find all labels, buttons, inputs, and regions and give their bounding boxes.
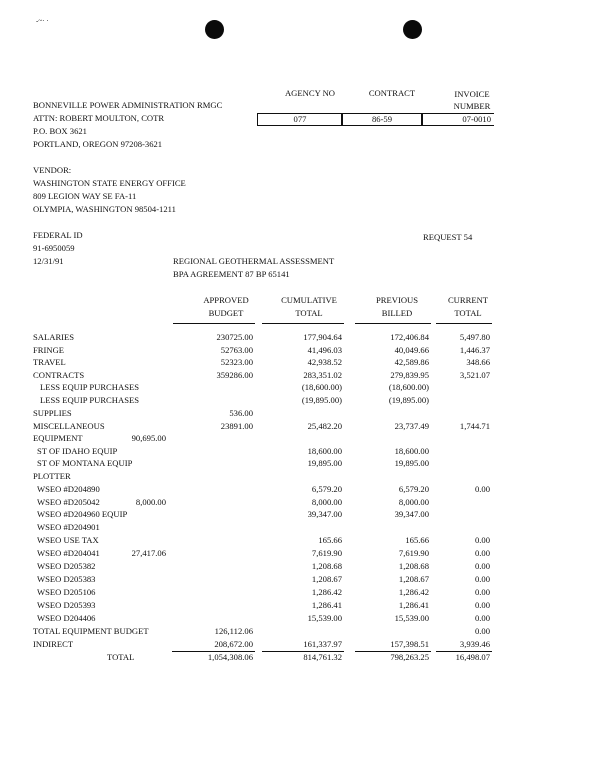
cell-cumulative: 1,286.41 — [311, 600, 342, 610]
federal-id-label: FEDERAL ID — [33, 230, 83, 240]
row-label: WSEO #D204960 EQUIP — [37, 509, 128, 519]
cell-current: 16,498.07 — [455, 652, 490, 662]
total-rule-current — [436, 651, 492, 652]
cell-previous: 23,737.49 — [394, 421, 429, 431]
cell-approved: 126,112.06 — [214, 626, 253, 636]
cell-current: 348.66 — [466, 357, 490, 367]
cell-current: 0.00 — [474, 587, 490, 597]
contract-box — [341, 113, 423, 126]
cell-current: 1,744.71 — [459, 421, 490, 431]
cell-cumulative: 1,208.68 — [311, 561, 342, 571]
scan-mark: -~· · — [36, 17, 49, 25]
cell-approved: 230725.00 — [216, 332, 253, 342]
cell-previous: 6,579.20 — [398, 484, 429, 494]
cell-previous: 279,839.95 — [390, 370, 429, 380]
row-label: EQUIPMENT — [33, 433, 83, 443]
row-label: TOTAL EQUIPMENT BUDGET — [33, 626, 149, 636]
cell-cumulative: (18,600.00) — [301, 382, 342, 392]
row-sub-budget: 90,695.00 — [131, 433, 166, 443]
cell-previous: 15,539.00 — [394, 613, 429, 623]
row-label: WSEO D205106 — [37, 587, 96, 597]
total-rule-previous — [355, 651, 431, 652]
cell-previous: 39,347.00 — [394, 509, 429, 519]
billing-address-line: ATTN: ROBERT MOULTON, COTR — [33, 113, 165, 123]
cell-previous: (19,895.00) — [388, 395, 429, 405]
binder-hole-right — [403, 20, 422, 39]
cell-current: 0.00 — [474, 561, 490, 571]
cell-current: 1,446.37 — [459, 345, 490, 355]
row-label: SALARIES — [33, 332, 75, 342]
row-label: WSEO #D204901 — [37, 522, 100, 532]
cell-previous: 1,286.42 — [398, 587, 429, 597]
row-label: ST OF MONTANA EQUIP — [37, 458, 133, 468]
cell-current: 0.00 — [474, 613, 490, 623]
cell-cumulative: 6,579.20 — [311, 484, 342, 494]
cell-cumulative: 25,482.20 — [307, 421, 342, 431]
vendor-line: OLYMPIA, WASHINGTON 98504-1211 — [33, 204, 176, 214]
row-label: WSEO USE TAX — [37, 535, 99, 545]
row-label: CONTRACTS — [33, 370, 85, 380]
cell-previous: 8,000.00 — [398, 497, 429, 507]
cell-previous: 42,589.86 — [394, 357, 429, 367]
cell-previous: 19,895.00 — [394, 458, 429, 468]
row-label: WSEO #D204890 — [37, 484, 100, 494]
current-header-underline — [436, 323, 492, 324]
cell-approved: 208,672.00 — [214, 639, 253, 649]
row-label: WSEO D205382 — [37, 561, 96, 571]
row-label: WSEO D205393 — [37, 600, 96, 610]
cell-cumulative: 42,938.52 — [307, 357, 342, 367]
document-date: 12/31/91 — [33, 256, 64, 266]
vendor-line: 809 LEGION WAY SE FA-11 — [33, 191, 137, 201]
cell-current: 0.00 — [474, 548, 490, 558]
row-label: ST OF IDAHO EQUIP — [37, 446, 118, 456]
agency-no-box — [257, 113, 343, 126]
agency-no-value: 077 — [293, 114, 307, 124]
cell-cumulative: 39,347.00 — [307, 509, 342, 519]
cumulative-header-underline — [262, 323, 344, 324]
cell-cumulative: 177,904.64 — [303, 332, 342, 342]
cumulative-total-header: CUMULATIVE TOTAL — [281, 295, 337, 318]
cell-previous: 1,208.67 — [398, 574, 429, 584]
cell-previous: 157,398.51 — [390, 639, 429, 649]
agreement-number: BPA AGREEMENT 87 BP 65141 — [173, 269, 290, 279]
row-label: SUPPLIES — [33, 408, 72, 418]
row-label: WSEO D205383 — [37, 574, 96, 584]
row-sub-budget: 27,417.06 — [131, 548, 166, 558]
cell-cumulative: 283,351.02 — [303, 370, 342, 380]
invoice-box — [421, 113, 494, 126]
federal-id: 91-6950059 — [33, 243, 75, 253]
vendor-line: WASHINGTON STATE ENERGY OFFICE — [33, 178, 186, 188]
cell-cumulative: 19,895.00 — [307, 458, 342, 468]
cell-cumulative: 8,000.00 — [311, 497, 342, 507]
cell-previous: 18,600.00 — [394, 446, 429, 456]
cell-approved: 23891.00 — [220, 421, 253, 431]
row-label: TRAVEL — [33, 357, 66, 367]
row-label: MISCELLANEOUS — [33, 421, 105, 431]
row-sub-budget: 8,000.00 — [135, 497, 166, 507]
cell-previous: 798,263.25 — [390, 652, 429, 662]
cell-previous: (18,600.00) — [388, 382, 429, 392]
cell-previous: 165.66 — [405, 535, 429, 545]
cell-current: 5,497.80 — [459, 332, 490, 342]
cell-cumulative: 165.66 — [318, 535, 342, 545]
contract-value: 86-59 — [371, 114, 393, 124]
cell-approved: 1,054,308.06 — [207, 652, 253, 662]
cell-current: 0.00 — [474, 600, 490, 610]
cell-approved: 359286.00 — [216, 370, 253, 380]
cell-cumulative: 18,600.00 — [307, 446, 342, 456]
approved-budget-header: APPROVED BUDGET — [203, 295, 249, 318]
row-label: PLOTTER — [33, 471, 71, 481]
row-label: WSEO #D205042 — [37, 497, 100, 507]
total-row-label: TOTAL — [107, 652, 135, 662]
approved-header-underline — [173, 323, 255, 324]
row-label: INDIRECT — [33, 639, 74, 649]
cell-approved: 52323.00 — [220, 357, 253, 367]
cell-current: 0.00 — [474, 574, 490, 584]
current-total-header: CURRENT TOTAL — [447, 295, 489, 318]
total-rule-cumulative — [262, 651, 344, 652]
binder-hole-left — [205, 20, 224, 39]
cell-cumulative: (19,895.00) — [301, 395, 342, 405]
cell-current: 3,521.07 — [459, 370, 490, 380]
cell-current: 0.00 — [474, 626, 490, 636]
cell-previous: 172,406.84 — [390, 332, 429, 342]
billing-address-line: P.O. BOX 3621 — [33, 126, 87, 136]
cell-cumulative: 7,619.90 — [311, 548, 342, 558]
agency-no-header: AGENCY NO — [284, 88, 336, 98]
cell-cumulative: 1,286.42 — [311, 587, 342, 597]
row-label: LESS EQUIP PURCHASES — [40, 395, 140, 405]
vendor-label: VENDOR: — [33, 165, 72, 175]
invoice-header: INVOICE — [454, 89, 490, 99]
cell-cumulative: 814,761.32 — [303, 652, 342, 662]
cell-current: 0.00 — [474, 484, 490, 494]
row-label: WSEO D204406 — [37, 613, 96, 623]
cell-cumulative: 1,208.67 — [311, 574, 342, 584]
total-rule-approved — [172, 651, 255, 652]
billing-address-line: BONNEVILLE POWER ADMINISTRATION RMGC — [33, 100, 223, 110]
cell-cumulative: 15,539.00 — [307, 613, 342, 623]
row-label: LESS EQUIP PURCHASES — [40, 382, 140, 392]
row-label: FRINGE — [33, 345, 65, 355]
invoice-number-header: NUMBER — [453, 101, 491, 111]
row-label: WSEO #D204041 — [37, 548, 100, 558]
cell-current: 0.00 — [474, 535, 490, 545]
billing-address-line: PORTLAND, OREGON 97208-3621 — [33, 139, 163, 149]
cell-cumulative: 161,337.97 — [303, 639, 342, 649]
cell-approved: 536.00 — [229, 408, 253, 418]
cell-previous: 1,208.68 — [398, 561, 429, 571]
cell-cumulative: 41,496.03 — [307, 345, 342, 355]
cell-current: 3,939.46 — [459, 639, 490, 649]
cell-previous: 7,619.90 — [398, 548, 429, 558]
cell-approved: 52763.00 — [220, 345, 253, 355]
cell-previous: 40,049.66 — [394, 345, 429, 355]
project-title: REGIONAL GEOTHERMAL ASSESSMENT — [173, 256, 335, 266]
request-number: REQUEST 54 — [423, 232, 473, 242]
contract-header: CONTRACT — [368, 88, 416, 98]
previous-billed-header: PREVIOUS BILLED — [375, 295, 419, 318]
invoice-value: 07-0010 — [462, 114, 491, 124]
previous-header-underline — [355, 323, 431, 324]
cell-previous: 1,286.41 — [398, 600, 429, 610]
